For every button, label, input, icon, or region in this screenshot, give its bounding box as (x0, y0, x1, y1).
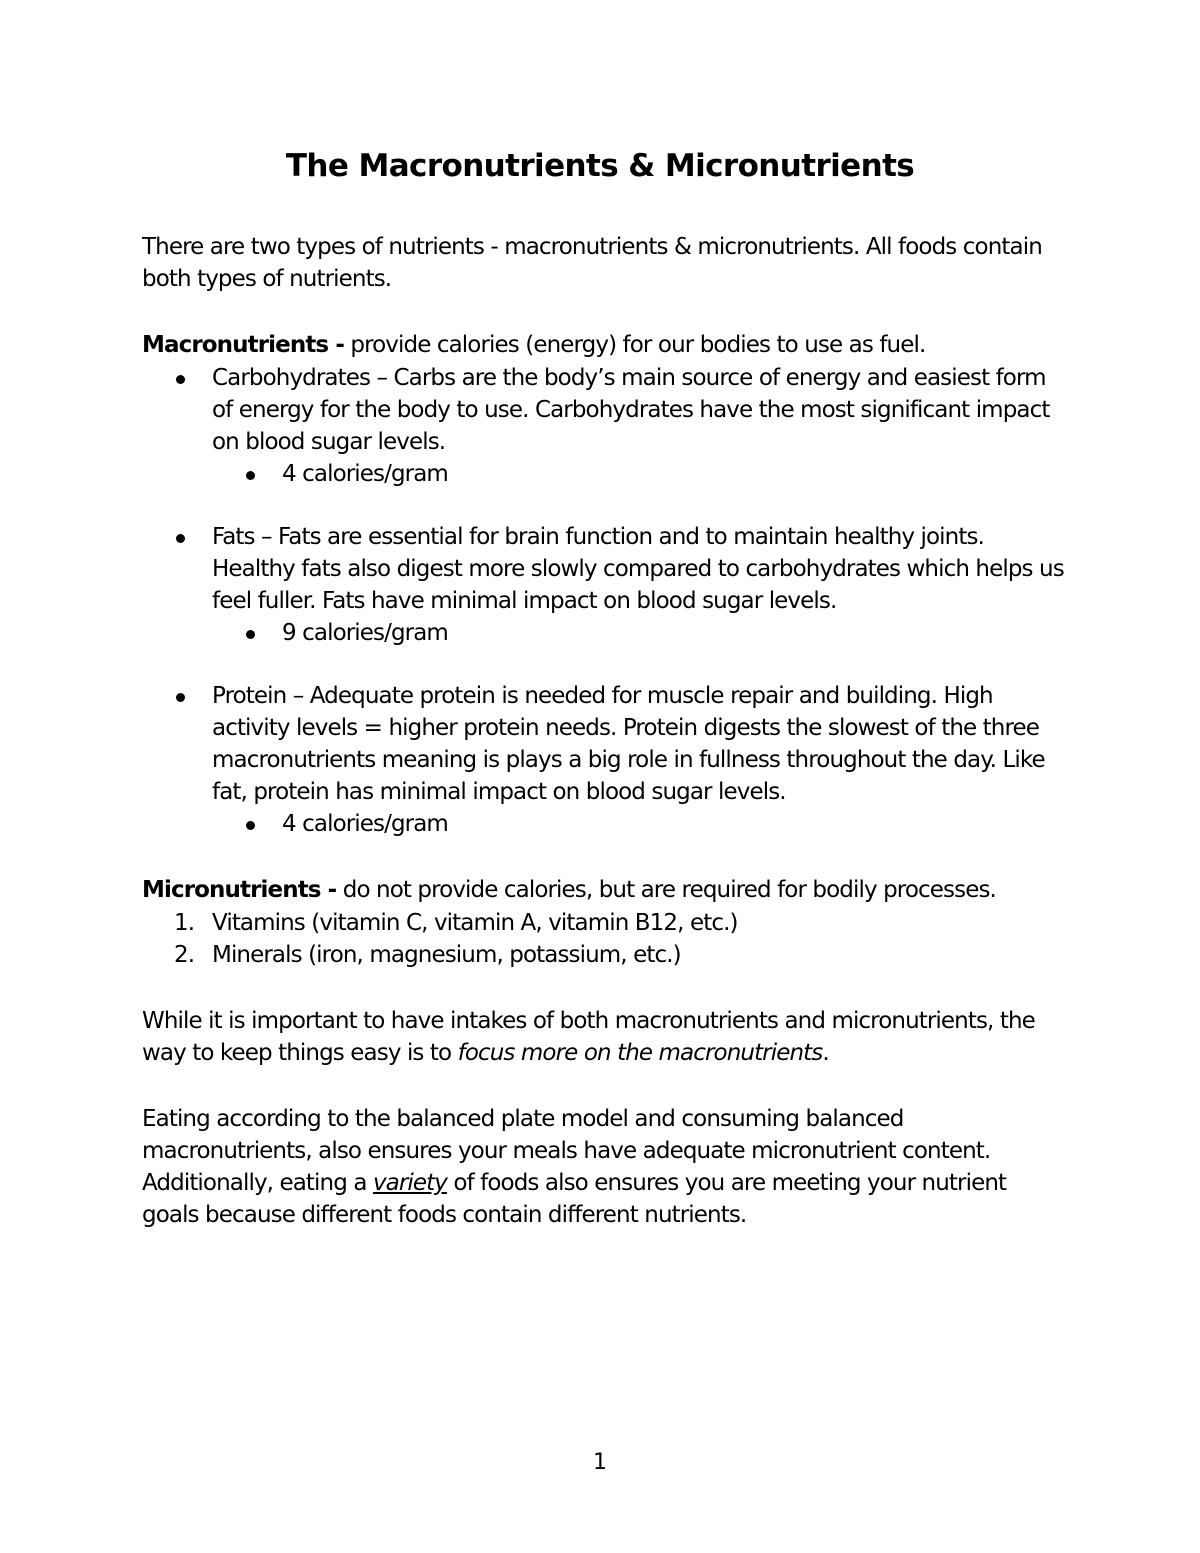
focus-paragraph-end: . (822, 1040, 829, 1066)
sub-list-item-text: 4 calories/gram (282, 811, 448, 837)
list-item-text: Fats – Fats are essential for brain function and to maintain healthy joints. Healthy fats also digest more slowly compared to carbohydrates which helps us feel fuller. Fats have minimal impact on blood sugar levels. (212, 524, 1064, 614)
list-item-minerals (142, 939, 1067, 971)
balanced-plate-paragraph (142, 1103, 1067, 1231)
list-item-vitamins (142, 907, 1067, 939)
sub-list (212, 458, 1067, 490)
list-item-protein (142, 680, 1067, 840)
page-title: The Macronutrients & Micronutrients (285, 148, 915, 184)
balanced-plate-end: of foods also ensures you are meeting your nutrient goals because different foods contain different nutrients. (142, 1170, 1007, 1228)
focus-paragraph-text: While it is important to have intakes of both macronutrients and micronutrients, the way to keep things easy is to (142, 1008, 1035, 1066)
micronutrients-description: do not provide calories, but are required for bodily processes. (336, 877, 996, 903)
list-item-text: Vitamins (vitamin C, vitamin A, vitamin B12, etc.) (212, 910, 738, 936)
intro-paragraph: There are two types of nutrients - macronutrients & micronutrients. All foods contain both types of nutrients. (142, 234, 1042, 292)
balanced-plate-text: Eating according to the balanced plate model and consuming balanced macronutrients, also ensures your meals have adequate micronutrient content. Additionally, eating a (142, 1106, 991, 1196)
focus-emphasis: focus more on the macronutrients (457, 1040, 823, 1066)
list-item-carbohydrates (142, 362, 1067, 490)
macronutrients-heading-line (142, 329, 1067, 361)
list-item-text: Carbohydrates – Carbs are the body’s main source of energy and easiest form of energy for the body to use. Carbohydrates have the most significant impact on blood sugar levels. (212, 365, 1050, 455)
document-body (142, 140, 1067, 1231)
list-item-fats (142, 521, 1067, 649)
macronutrients-description: provide calories (energy) for our bodies to use as fuel. (343, 332, 926, 358)
bullet-icon (246, 471, 255, 480)
bullet-icon (176, 534, 185, 543)
page-number: 1 (593, 1450, 607, 1475)
sub-list (212, 617, 1067, 649)
focus-paragraph (142, 1005, 1067, 1069)
bullet-icon (176, 693, 185, 702)
sub-list-item (212, 617, 1067, 649)
list-item-text: Protein – Adequate protein is needed for muscle repair and building. High activity levels = higher protein needs. Protein digests the slowest of the three macronutrients meaning is plays a big role in fullness throughout the day. Like fat, protein has minimal impact on blood sugar levels. (212, 683, 1045, 805)
bullet-icon (246, 630, 255, 639)
sub-list-item (212, 808, 1067, 840)
micronutrients-heading-line (142, 874, 1067, 906)
list-item-text: Minerals (iron, magnesium, potassium, etc.) (212, 942, 681, 968)
macronutrients-list (142, 362, 1067, 840)
bullet-icon (246, 821, 255, 830)
bullet-icon (176, 375, 185, 384)
micronutrients-list (142, 907, 1067, 971)
sub-list-item-text: 9 calories/gram (282, 620, 448, 646)
micronutrients-heading: Micronutrients - (142, 877, 337, 903)
variety-emphasis: variety (372, 1170, 447, 1196)
list-number: 2. (174, 942, 195, 968)
sub-list (212, 808, 1067, 840)
macronutrients-heading: Macronutrients - (142, 332, 344, 358)
list-number: 1. (174, 910, 195, 936)
sub-list-item-text: 4 calories/gram (282, 461, 448, 487)
sub-list-item (212, 458, 1067, 490)
